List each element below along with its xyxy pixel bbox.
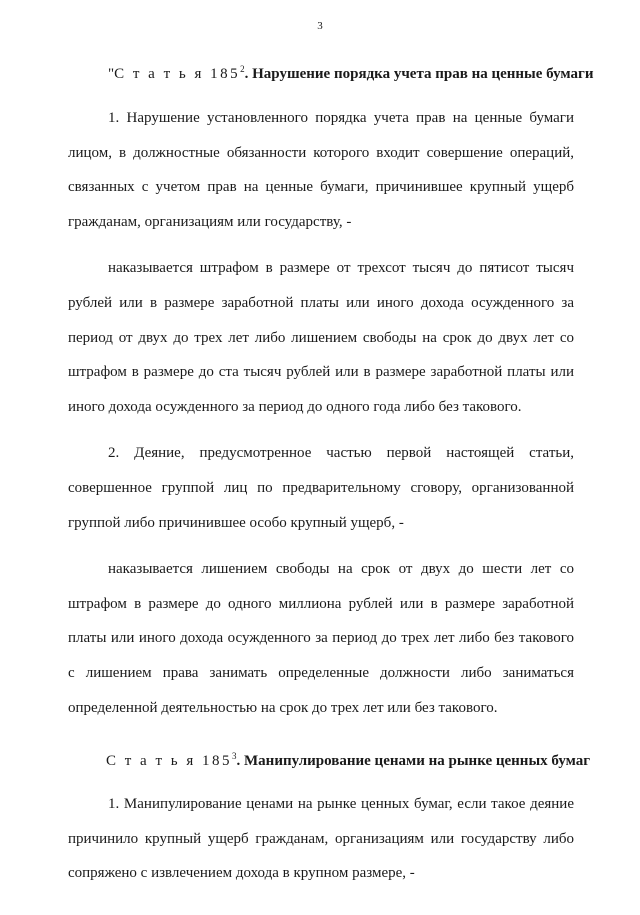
article-superscript: 2 — [240, 64, 245, 74]
article-title: . Манипулирование ценами на рынке ценных бумаг — [236, 753, 591, 770]
paragraph: 1. Манипулирование ценами на рынке ценных бумаг, если такое деяние причинило крупный ущерб гражданам, организациям или государству либо сопряжено с извлечением дохода в крупном размере, - — [68, 796, 574, 882]
article-label: С т а т ь я 185 — [106, 753, 233, 770]
article-185-3-heading — [68, 749, 591, 773]
article-superscript: 3 — [232, 751, 237, 762]
opening-quote: " — [108, 66, 115, 82]
paragraph: наказывается штрафом в размере от трехсот тысяч до пятисот тысяч рублей или в размере заработной платы или иного дохода осужденного за период от двух до трех лет либо лишением свободы на срок до двух лет со штрафом в размере до ста тысяч рублей или в размере заработной платы или иного дохода осужденного за период до одного года либо без такового. — [68, 260, 574, 415]
article-title: . Нарушение порядка учета прав на ценные бумаги — [244, 66, 594, 82]
article-label: С т а т ь я 185 — [114, 66, 241, 82]
paragraph: 2. Деяние, предусмотренное частью первой настоящей статьи, совершенное группой лиц по предварительному сговору, организованной группой либо причинившее особо крупный ущерб, - — [68, 445, 574, 531]
paragraph: 1. Нарушение установленного порядка учета прав на ценные бумаги лицом, в должностные обязанности которого входит совершение операций, связанных с учетом прав на ценные бумаги, причинившее крупный ущерб гражданам, организациям или государству, - — [68, 110, 574, 230]
paragraph: наказывается лишением свободы на срок от двух до шести лет со штрафом в размере до одного миллиона рублей или в размере заработной платы или иного дохода осужденного за период до трех лет либо без такового с лишением права занимать определенные должности либо заниматься определенной деятельностью на срок до трех лет или без такового. — [68, 561, 574, 716]
article-185-2-heading — [68, 62, 594, 86]
document-body — [68, 62, 594, 915]
page-number: 3 — [317, 20, 323, 32]
